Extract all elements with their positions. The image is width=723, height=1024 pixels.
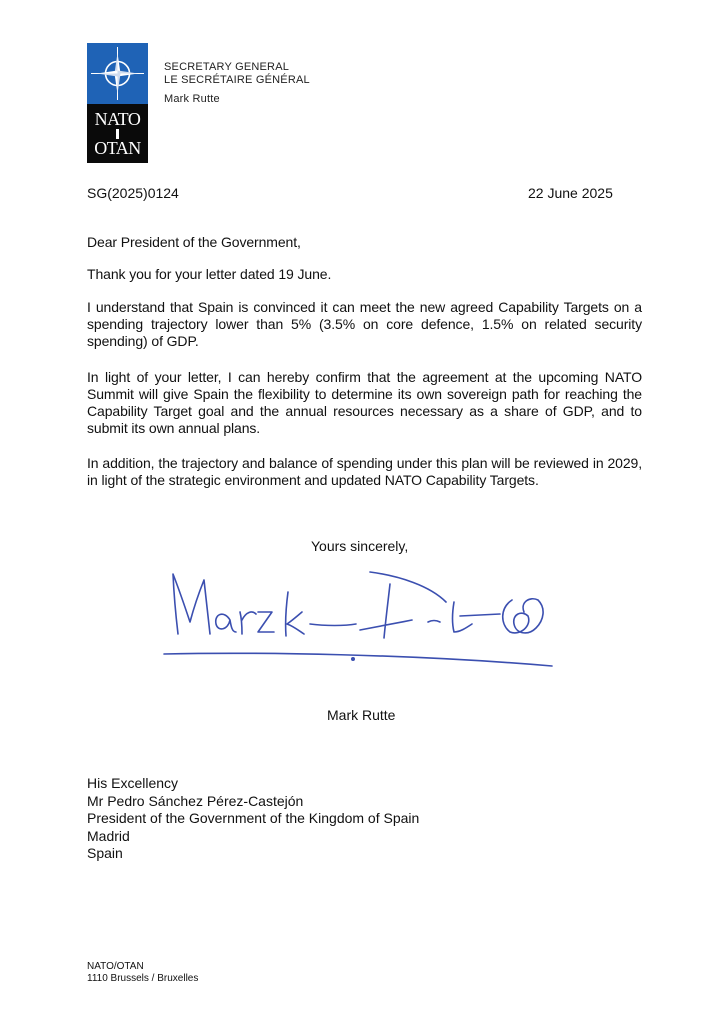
handwritten-signature: [160, 562, 570, 672]
paragraph-3: In light of your letter, I can hereby confirm that the agreement at the upcoming NATO Summit will give Spain the flexibility to determine its own sovereign path for reaching the Capability Target goal and the annual resources necessary as a share of GDP, and to submit its own annual plans.: [87, 369, 642, 436]
recipient-line: President of the Government of the Kingdom of Spain: [87, 810, 420, 826]
nato-logo: [87, 43, 148, 163]
salutation: Dear President of the Government,: [87, 234, 301, 250]
recipient-line: Madrid: [87, 827, 130, 844]
footer-line: NATO/OTAN: [87, 961, 144, 972]
letter-date: 22 June 2025: [528, 185, 613, 201]
letterhead-title-fr: LE SECRÉTAIRE GÉNÉRAL: [164, 74, 310, 86]
closing: Yours sincerely,: [311, 538, 409, 554]
signer-name: Mark Rutte: [327, 707, 396, 723]
nato-otan-wordmark: [87, 104, 148, 163]
recipient-line: Spain: [87, 845, 123, 861]
recipient-line: His Excellency: [87, 775, 179, 791]
reference-number: SG(2025)0124: [87, 185, 179, 201]
footer-address: [87, 961, 198, 985]
nato-compass-star-icon: [87, 43, 148, 104]
logo-word-otan: OTAN: [94, 138, 141, 158]
paragraph-4: In addition, the trajectory and balance of spending under this plan will be reviewed in 2029, in light of the strategic environment and updated NATO Capability Targets.: [87, 455, 642, 488]
recipient-address: [87, 775, 419, 863]
recipient-line: Mr Pedro Sánchez Pérez-Castejón: [87, 792, 304, 809]
letterhead-name: Mark Rutte: [164, 93, 220, 105]
footer-line: 1110 Brussels / Bruxelles: [87, 973, 199, 984]
paragraph-1: Thank you for your letter dated 19 June.: [87, 266, 332, 282]
logo-word-nato: NATO: [94, 109, 141, 129]
paragraph-2: I understand that Spain is convinced it can meet the new agreed Capability Targets on a spending trajectory lower than 5% (3.5% on core defence, 1.5% on related security spending) of GDP.: [87, 299, 642, 349]
letterhead-title-en: SECRETARY GENERAL: [164, 61, 290, 73]
